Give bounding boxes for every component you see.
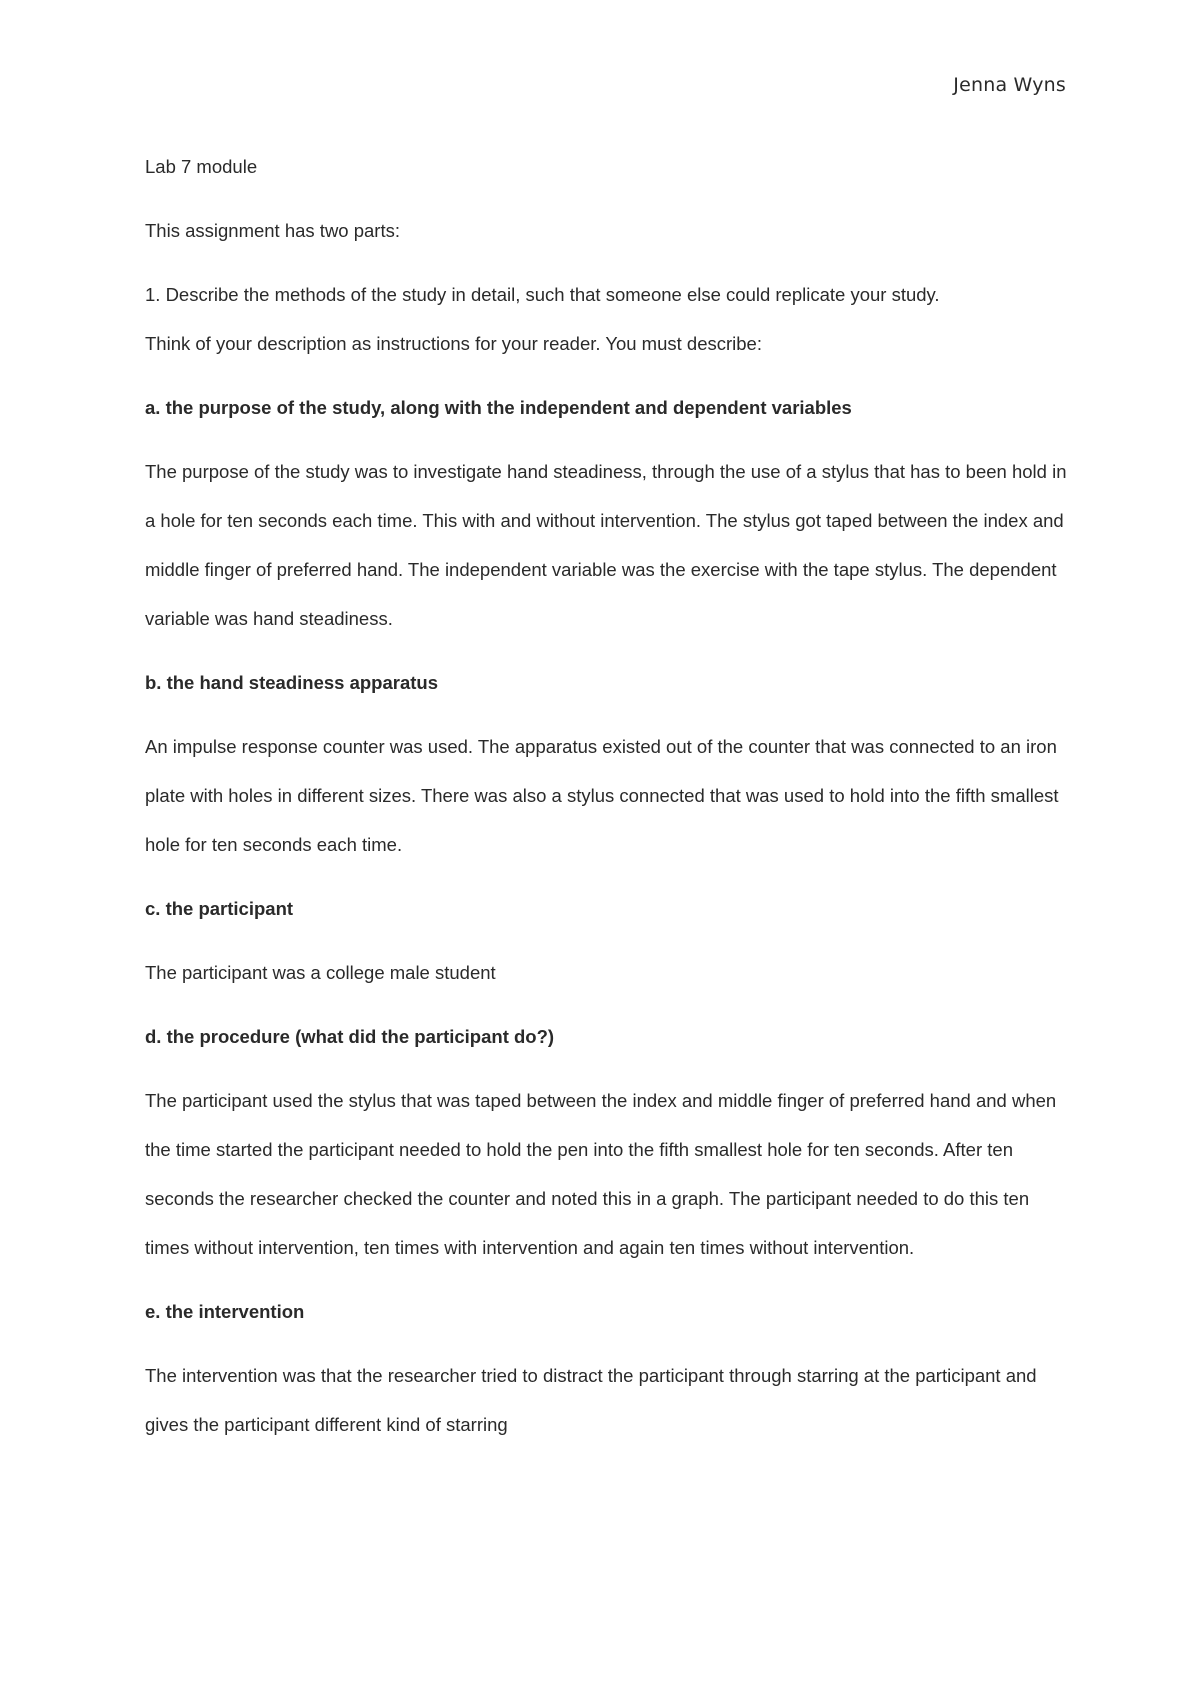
section-body-participant: The participant was a college male student [145,962,496,983]
section-body-purpose: The purpose of the study was to investigate hand steadiness, through the use of a stylus that has to been hold in a hole for ten seconds each time. This with and without intervention. The stylus got taped between the index and middle finger of preferred hand. The independent variable was the exercise with the tape stylus. The dependent variable was hand steadiness. [145,461,1067,629]
section-body-procedure: The participant used the stylus that was taped between the index and middle finger of preferred hand and when the time started the participant needed to hold the pen into the fifth smallest hole for ten seconds. After ten seconds the researcher checked the counter and noted this in a graph. The participant needed to do this ten times without intervention, ten times with intervention and again ten times without intervention. [145,1090,1057,1258]
instruction-line-2: Think of your description as instructions for your reader. You must describe: [145,333,762,354]
section-heading-apparatus: b. the hand steadiness apparatus [145,672,438,693]
section-heading-participant: c. the participant [145,898,294,919]
section-heading-procedure: d. the procedure (what did the participant do?) [145,1026,555,1047]
header-author-name: Jenna Wyns [953,74,1066,96]
section-heading-purpose: a. the purpose of the study, along with the independent and dependent variables [145,397,852,418]
section-heading-intervention: e. the intervention [145,1301,305,1322]
assignment-intro: This assignment has two parts: [145,220,400,241]
document-title: Lab 7 module [145,156,258,177]
instruction-line-1: 1. Describe the methods of the study in detail, such that someone else could replicate your study. [145,284,940,305]
document-body [145,142,1075,1464]
section-body-intervention: The intervention was that the researcher tried to distract the participant through starring at the participant and gives the participant different kind of starring [145,1365,1037,1435]
section-body-apparatus: An impulse response counter was used. The apparatus existed out of the counter that was connected to an iron plate with holes in different sizes. There was also a stylus connected that was used to hold into the fifth smallest hole for ten seconds each time. [145,736,1059,855]
